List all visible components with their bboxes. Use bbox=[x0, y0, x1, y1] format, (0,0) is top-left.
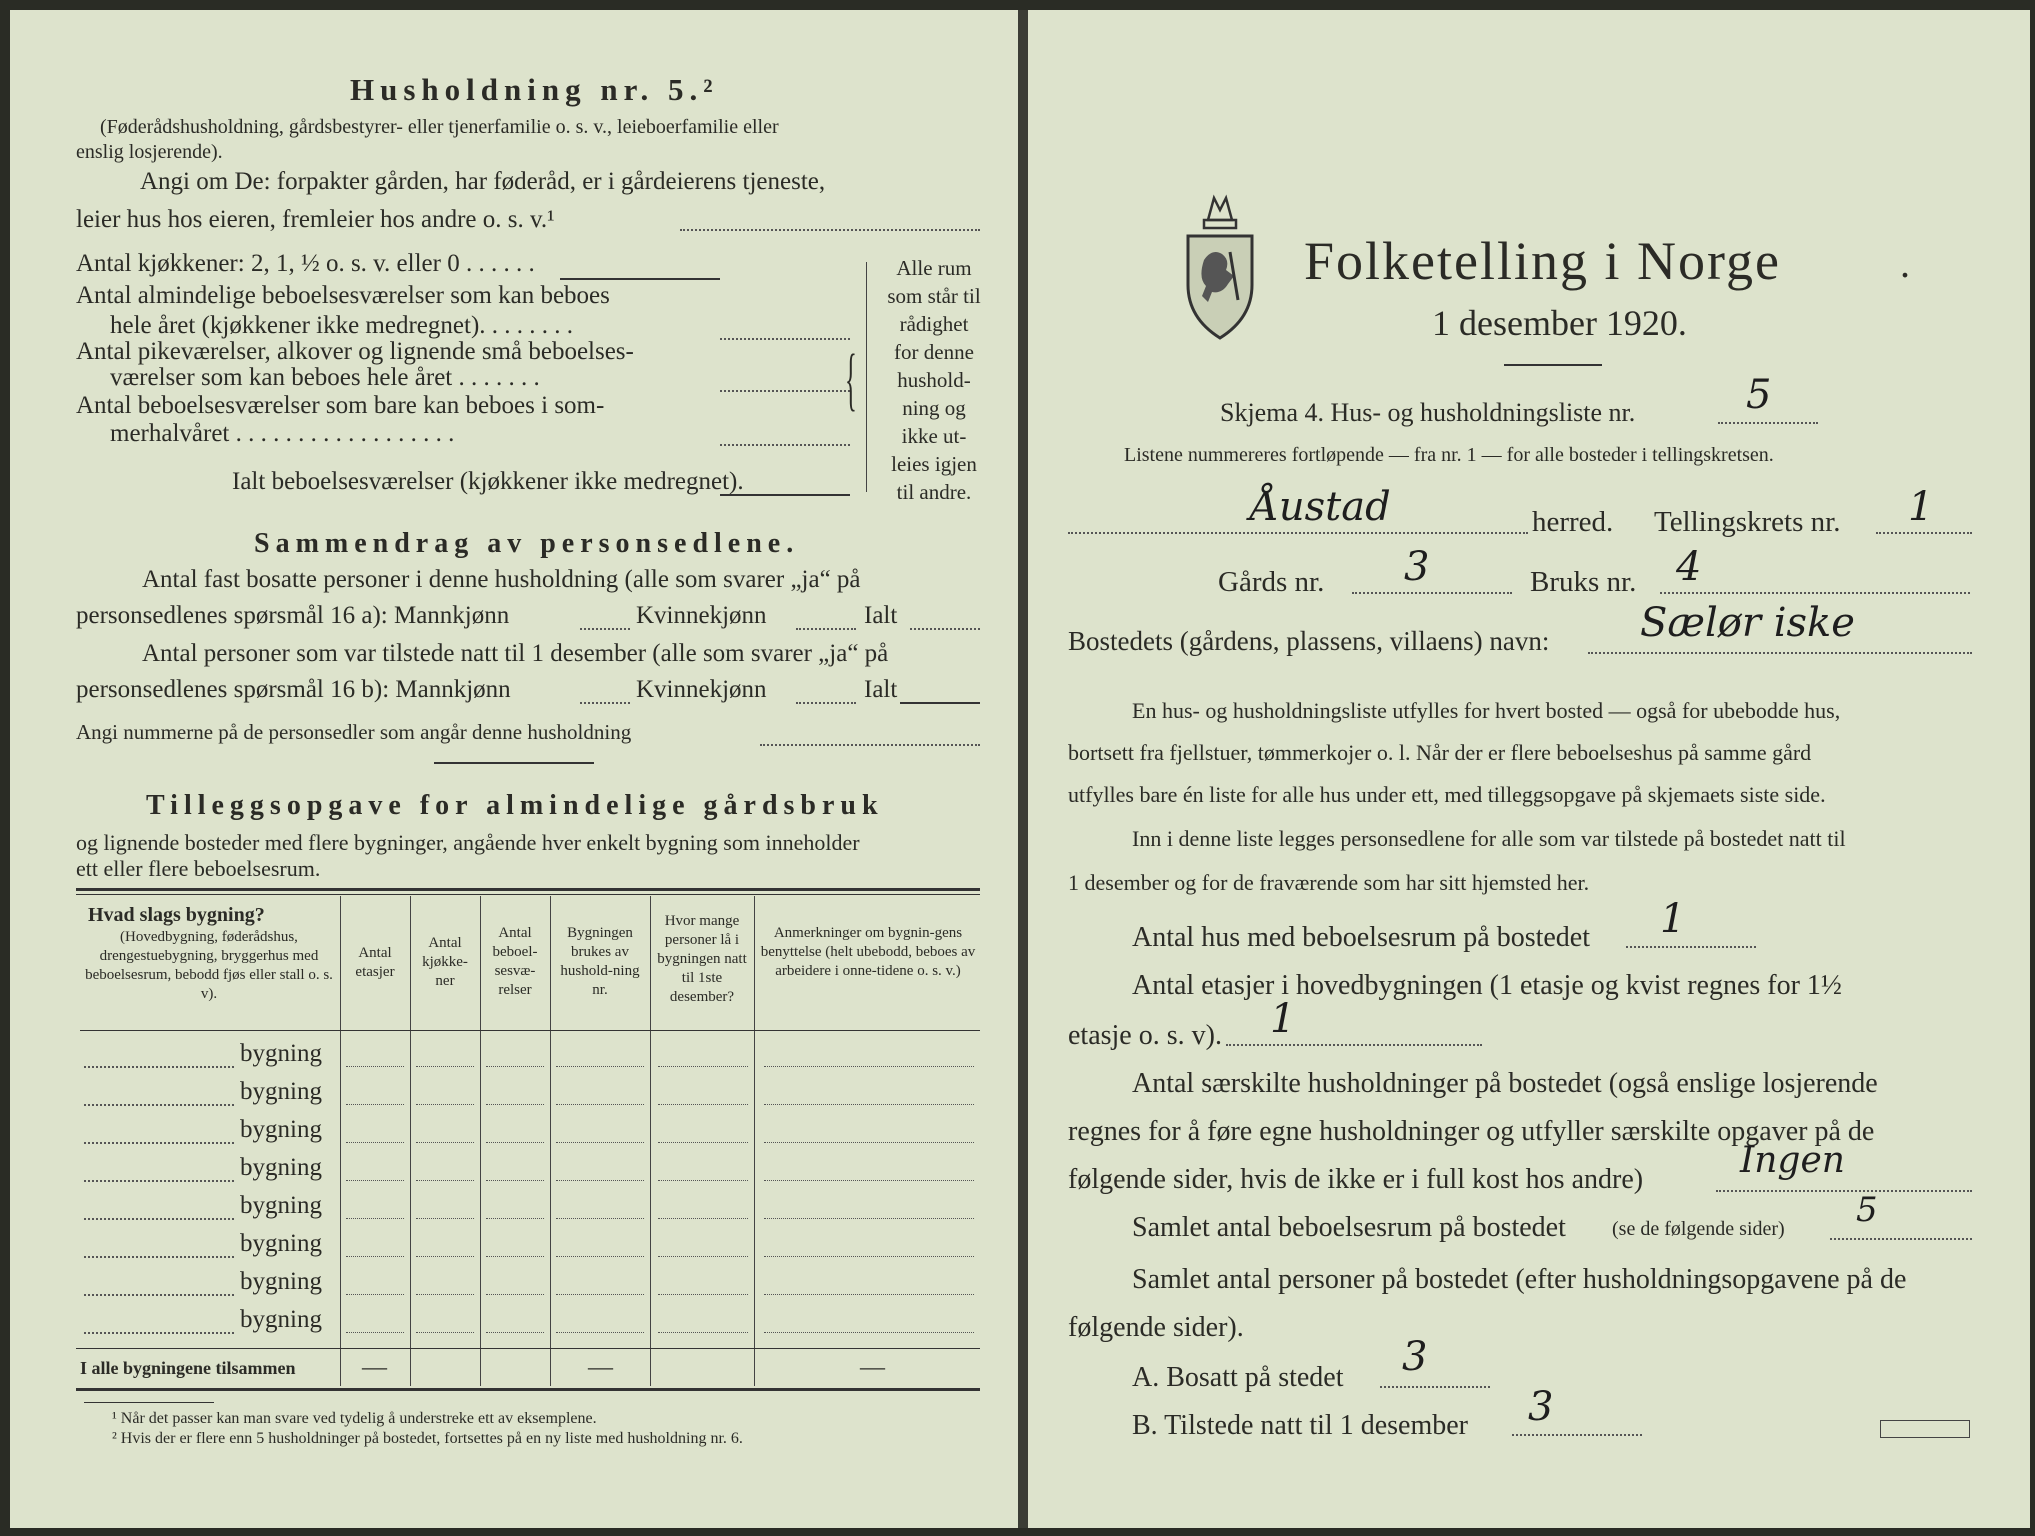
samlet-personer-line2: følgende sider). bbox=[1068, 1312, 1244, 1343]
bosatt-value: 3 bbox=[1402, 1334, 1428, 1380]
rooms-ordinary-2: hele året (kjøkkener ikke medregnet). . . . . . . . bbox=[110, 312, 574, 339]
info-para1-line3: utfylles bare én liste for alle hus under ett, med tilleggsopgave på skjemaets siste side. bbox=[1068, 782, 1826, 807]
table-cell-line bbox=[556, 1066, 644, 1067]
table-cell-line bbox=[556, 1294, 644, 1295]
resident-total-line bbox=[910, 628, 980, 630]
herred-line bbox=[1068, 532, 1528, 534]
tilstede-label: B. Tilstede natt til 1 desember bbox=[1132, 1410, 1468, 1441]
table-cell-line bbox=[658, 1142, 748, 1143]
numbering-note: Listene nummereres fortløpende — fra nr. 1 — for alle bosteder i tellingskretsen. bbox=[1124, 444, 1774, 466]
rooms-summer-2: merhalvåret . . . . . . . . . . . . . . . . . . bbox=[110, 420, 455, 447]
total-floors-dash: — bbox=[362, 1354, 387, 1381]
building-type-line bbox=[84, 1104, 234, 1106]
side-note-line: til andre. bbox=[896, 480, 972, 504]
table-cell-line bbox=[658, 1256, 748, 1257]
table-header-rule bbox=[80, 1030, 980, 1031]
etasjer-line2: etasje o. s. v). bbox=[1068, 1020, 1222, 1051]
bosatt-line bbox=[1380, 1386, 1490, 1388]
gards-label: Gårds nr. bbox=[1218, 566, 1325, 598]
present-female-line bbox=[796, 702, 856, 704]
summary-resident-2: personsedlenes spørsmål 16 a): Mannkjønn bbox=[76, 602, 510, 629]
row-bygning-label: bygning bbox=[240, 1154, 322, 1181]
bruks-line bbox=[1660, 592, 1970, 594]
hus-line bbox=[1626, 946, 1756, 948]
table-cell-line bbox=[346, 1294, 404, 1295]
table-bottom-rule bbox=[76, 1388, 980, 1391]
table-col-divider bbox=[480, 896, 481, 1386]
footnote-rule bbox=[84, 1402, 214, 1403]
table-col-divider bbox=[650, 896, 651, 1386]
side-note-line: hushold- bbox=[897, 368, 971, 392]
etasjer-line bbox=[1226, 1044, 1482, 1046]
row-bygning-label: bygning bbox=[240, 1192, 322, 1219]
table-cell-line bbox=[486, 1066, 544, 1067]
side-note-line: for denne bbox=[894, 340, 974, 364]
bosted-label: Bostedets (gårdens, plassens, villaens) navn: bbox=[1068, 626, 1550, 656]
tilstede-value: 3 bbox=[1528, 1384, 1554, 1430]
summary-present-2: personsedlenes spørsmål 16 b): Mannkjønn bbox=[76, 676, 511, 703]
table-cell-line bbox=[658, 1218, 748, 1219]
table-header-kitchens: Antal kjøkke-ner bbox=[422, 935, 468, 989]
table-cell-line bbox=[486, 1104, 544, 1105]
table-cell-line bbox=[764, 1332, 974, 1333]
table-cell-line bbox=[346, 1142, 404, 1143]
saerskilte-line2: regnes for å føre egne husholdninger og utfyller særskilte opgaver på de bbox=[1068, 1116, 1875, 1147]
supplement-title: Tilleggsopgave for almindelige gårdsbruk bbox=[146, 790, 884, 821]
table-cell-line bbox=[416, 1294, 474, 1295]
table-cell-line bbox=[764, 1142, 974, 1143]
side-note-line: rådighet bbox=[899, 312, 969, 336]
row-bygning-label: bygning bbox=[240, 1306, 322, 1333]
table-cell-line bbox=[346, 1256, 404, 1257]
table-cell-line bbox=[346, 1332, 404, 1333]
table-cell-line bbox=[556, 1332, 644, 1333]
table-col-divider bbox=[340, 896, 341, 1386]
building-type-line bbox=[84, 1066, 234, 1068]
table-col-divider bbox=[410, 896, 411, 1386]
gards-line bbox=[1352, 592, 1512, 594]
summary-resident-total: Ialt bbox=[864, 602, 898, 629]
tellingskrets-value: 1 bbox=[1908, 484, 1934, 530]
table-total-rule bbox=[76, 1348, 980, 1349]
summary-resident-female: Kvinnekjønn bbox=[636, 602, 767, 629]
samlet-rum-value: 5 bbox=[1856, 1190, 1878, 1230]
table-header-household: Bygningen brukes av hushold-ning nr. bbox=[560, 925, 640, 998]
table-header-building-note: (Hovedbygning, føderådshus, drengestuebygning, bryggerhus med beboelsesrum, bebodd fjøs eller stall o. s. v). bbox=[85, 929, 333, 1002]
side-note-line: ikke ut- bbox=[901, 424, 967, 448]
table-header-rooms: Antal beboel-sesvæ-relser bbox=[492, 925, 538, 998]
herred-value: Åustad bbox=[1250, 484, 1391, 530]
table-cell-line bbox=[556, 1180, 644, 1181]
tellingskrets-line bbox=[1876, 532, 1972, 534]
table-header-remarks: Anmerkninger om bygnin-gens benyttelse (helt ubebodd, beboes av arbeidere i onne-tidene o. s. v.) bbox=[760, 925, 976, 979]
household-intro-line2: enslig losjerende). bbox=[76, 141, 223, 163]
page-fold bbox=[1018, 10, 1028, 1528]
table-cell-line bbox=[556, 1256, 644, 1257]
saerskilte-line1: Antal særskilte husholdninger på bostedet (også enslige losjerende bbox=[1132, 1068, 1878, 1099]
table-total-label: I alle bygningene tilsammen bbox=[80, 1358, 296, 1378]
side-note-line: leies igjen bbox=[891, 452, 977, 476]
table-cell-line bbox=[416, 1104, 474, 1105]
table-cell-line bbox=[658, 1332, 748, 1333]
census-title: Folketelling i Norge bbox=[1304, 231, 1781, 291]
rooms-small-2: værelser som kan beboes hele året . . . . . . . bbox=[110, 364, 540, 391]
hus-value: 1 bbox=[1660, 896, 1686, 942]
samlet-rum-line bbox=[1830, 1238, 1972, 1240]
table-cell-line bbox=[764, 1104, 974, 1105]
rooms-small-line bbox=[720, 390, 850, 392]
side-note-line: ning og bbox=[902, 396, 966, 420]
liste-nr-value: 5 bbox=[1746, 372, 1772, 418]
title-divider bbox=[1504, 364, 1602, 366]
table-header-floors: Antal etasjer bbox=[355, 945, 395, 980]
angi-line2: leier hus hos eieren, fremleier hos andre o. s. v.¹ bbox=[76, 206, 555, 233]
rooms-summer-1: Antal beboelsesværelser som bare kan beboes i som- bbox=[76, 392, 605, 419]
table-cell-line bbox=[764, 1294, 974, 1295]
rooms-total-line bbox=[720, 494, 850, 496]
info-para2-line1: Inn i denne liste legges personsedlene for alle som var tilstede på bostedet natt til bbox=[1132, 826, 1846, 851]
table-cell-line bbox=[486, 1256, 544, 1257]
total-remarks-dash: — bbox=[860, 1354, 885, 1381]
herred-label: herred. bbox=[1532, 506, 1614, 538]
saerskilte-line3: følgende sider, hvis de ikke er i full kost hos andre) bbox=[1068, 1164, 1644, 1195]
resident-male-line bbox=[580, 628, 630, 630]
table-cell-line bbox=[486, 1332, 544, 1333]
hus-label: Antal hus med beboelsesrum på bostedet bbox=[1132, 922, 1591, 953]
liste-nr-line bbox=[1718, 422, 1818, 424]
table-cell-line bbox=[556, 1142, 644, 1143]
table-col-divider bbox=[754, 896, 755, 1386]
saerskilte-line bbox=[1716, 1190, 1972, 1192]
building-type-line bbox=[84, 1294, 234, 1296]
table-cell-line bbox=[486, 1218, 544, 1219]
row-bygning-label: bygning bbox=[240, 1078, 322, 1105]
row-bygning-label: bygning bbox=[240, 1268, 322, 1295]
row-bygning-label: bygning bbox=[240, 1230, 322, 1257]
census-date: 1 desember 1920. bbox=[1432, 303, 1687, 343]
table-cell-line bbox=[486, 1142, 544, 1143]
rooms-kitchens-line bbox=[560, 278, 720, 280]
table-top-rule-2 bbox=[76, 894, 980, 895]
table-cell-line bbox=[764, 1066, 974, 1067]
table-cell-line bbox=[416, 1218, 474, 1219]
table-col-divider bbox=[550, 896, 551, 1386]
table-cell-line bbox=[416, 1066, 474, 1067]
info-para2-line2: 1 desember og for de fraværende som har sitt hjemsted her. bbox=[1068, 870, 1590, 895]
printer-stamp bbox=[1880, 1420, 1970, 1438]
table-cell-line bbox=[486, 1294, 544, 1295]
title-dot: . bbox=[1900, 241, 1910, 286]
table-cell-line bbox=[346, 1218, 404, 1219]
angi-line1: Angi om De: forpakter gården, har føderåd, er i gårdeierens tjeneste, bbox=[140, 168, 826, 195]
info-para1-line1: En hus- og husholdningsliste utfylles for hvert bosted — også for ubebodde hus, bbox=[1132, 698, 1841, 723]
left-page bbox=[10, 10, 1020, 1528]
row-bygning-label: bygning bbox=[240, 1040, 322, 1067]
rooms-summer-line bbox=[720, 444, 850, 446]
summary-present-1: Antal personer som var tilstede natt til 1 desember (alle som svarer „ja“ på bbox=[142, 640, 889, 667]
rooms-small-1: Antal pikeværelser, alkover og lignende små beboelses- bbox=[76, 338, 634, 365]
bosted-value: Sælør iske bbox=[1640, 600, 1855, 646]
present-total-line bbox=[900, 702, 980, 704]
rooms-brace: { bbox=[845, 341, 857, 418]
building-type-line bbox=[84, 1332, 234, 1334]
angi-answer-line bbox=[680, 229, 980, 231]
resident-female-line bbox=[796, 628, 856, 630]
rooms-side-note bbox=[874, 254, 994, 506]
bosatt-label: A. Bosatt på stedet bbox=[1132, 1362, 1344, 1393]
table-cell-line bbox=[416, 1256, 474, 1257]
rooms-total: Ialt beboelsesværelser (kjøkkener ikke medregnet). bbox=[232, 468, 744, 495]
footnote-1: ¹ Når det passer kan man svare ved tydelig å understreke ett av eksemplene. bbox=[112, 1410, 597, 1427]
table-cell-line bbox=[658, 1066, 748, 1067]
gards-value: 3 bbox=[1404, 544, 1430, 590]
household-intro-line1: (Føderådshusholdning, gårdsbestyrer- eller tjenerfamilie o. s. v., leieboerfamilie eller bbox=[100, 116, 779, 138]
summary-numbers-line bbox=[760, 744, 980, 746]
table-cell-line bbox=[658, 1180, 748, 1181]
table-cell-line bbox=[658, 1294, 748, 1295]
total-household-dash: — bbox=[588, 1354, 613, 1381]
etasjer-value: 1 bbox=[1270, 996, 1296, 1042]
table-cell-line bbox=[556, 1104, 644, 1105]
samlet-rum-label: Samlet antal beboelsesrum på bostedet bbox=[1132, 1212, 1566, 1243]
building-type-line bbox=[84, 1142, 234, 1144]
skjema-label: Skjema 4. Hus- og husholdningsliste nr. bbox=[1220, 398, 1636, 427]
table-top-rule bbox=[76, 888, 980, 891]
side-note-line: Alle rum bbox=[896, 256, 972, 280]
table-cell-line bbox=[764, 1180, 974, 1181]
building-type-line bbox=[84, 1218, 234, 1220]
summary-resident-1: Antal fast bosatte personer i denne husholdning (alle som svarer „ja“ på bbox=[142, 566, 861, 593]
rooms-ordinary-1: Antal almindelige beboelsesværelser som kan beboes bbox=[76, 282, 610, 309]
summary-divider bbox=[434, 762, 594, 764]
bosted-line bbox=[1588, 652, 1972, 654]
samlet-personer-line1: Samlet antal personer på bostedet (efter husholdningsopgavene på de bbox=[1132, 1264, 1907, 1295]
tellingskrets-label: Tellingskrets nr. bbox=[1654, 506, 1841, 538]
row-bygning-label: bygning bbox=[240, 1116, 322, 1143]
table-header-persons: Hvor mange personer lå i bygningen natt til 1ste desember? bbox=[657, 913, 747, 1005]
table-cell-line bbox=[346, 1180, 404, 1181]
present-male-line bbox=[580, 702, 630, 704]
summary-numbers: Angi nummerne på de personsedler som angår denne husholdning bbox=[76, 720, 632, 744]
tilstede-line bbox=[1512, 1434, 1642, 1436]
table-header-building-title: Hvad slags bygning? bbox=[88, 904, 265, 926]
table-cell-line bbox=[346, 1104, 404, 1105]
saerskilte-value: Ingen bbox=[1740, 1140, 1845, 1181]
rooms-brace-line bbox=[866, 262, 867, 492]
supplement-line1: og lignende bosteder med flere bygninger, angående hver enkelt bygning som inneholder bbox=[76, 830, 860, 855]
side-note-line: som står til bbox=[887, 284, 981, 308]
footnote-2: ² Hvis der er flere enn 5 husholdninger på bostedet, fortsettes på en ny liste med husholdning nr. 6. bbox=[112, 1430, 743, 1447]
table-cell-line bbox=[486, 1180, 544, 1181]
rooms-kitchens: Antal kjøkkener: 2, 1, ½ o. s. v. eller 0 . . . . . . bbox=[76, 250, 535, 277]
table-cell-line bbox=[658, 1104, 748, 1105]
table-cell-line bbox=[416, 1180, 474, 1181]
supplement-line2: ett eller flere beboelsesrum. bbox=[76, 856, 321, 881]
building-type-line bbox=[84, 1256, 234, 1258]
building-type-line bbox=[84, 1180, 234, 1182]
table-cell-line bbox=[556, 1218, 644, 1219]
bruks-label: Bruks nr. bbox=[1530, 566, 1637, 598]
table-cell-line bbox=[346, 1066, 404, 1067]
rooms-ordinary-line bbox=[720, 338, 850, 340]
info-para1-line2: bortsett fra fjellstuer, tømmerkojer o. l. Når der er flere beboelseshus på samme gård bbox=[1068, 740, 1812, 765]
samlet-rum-note: (se de følgende sider) bbox=[1612, 1218, 1785, 1240]
table-cell-line bbox=[416, 1332, 474, 1333]
household-title: Husholdning nr. 5.² bbox=[350, 72, 719, 107]
summary-present-total: Ialt bbox=[864, 676, 898, 703]
norway-coat-of-arms-icon bbox=[1178, 190, 1262, 342]
table-cell-line bbox=[764, 1218, 974, 1219]
summary-present-female: Kvinnekjønn bbox=[636, 676, 767, 703]
table-cell-line bbox=[416, 1142, 474, 1143]
bruks-value: 4 bbox=[1676, 544, 1702, 590]
summary-title: Sammendrag av personsedlene. bbox=[254, 528, 800, 559]
etasjer-line1: Antal etasjer i hovedbygningen (1 etasje og kvist regnes for 1½ bbox=[1132, 970, 1842, 1001]
table-cell-line bbox=[764, 1256, 974, 1257]
